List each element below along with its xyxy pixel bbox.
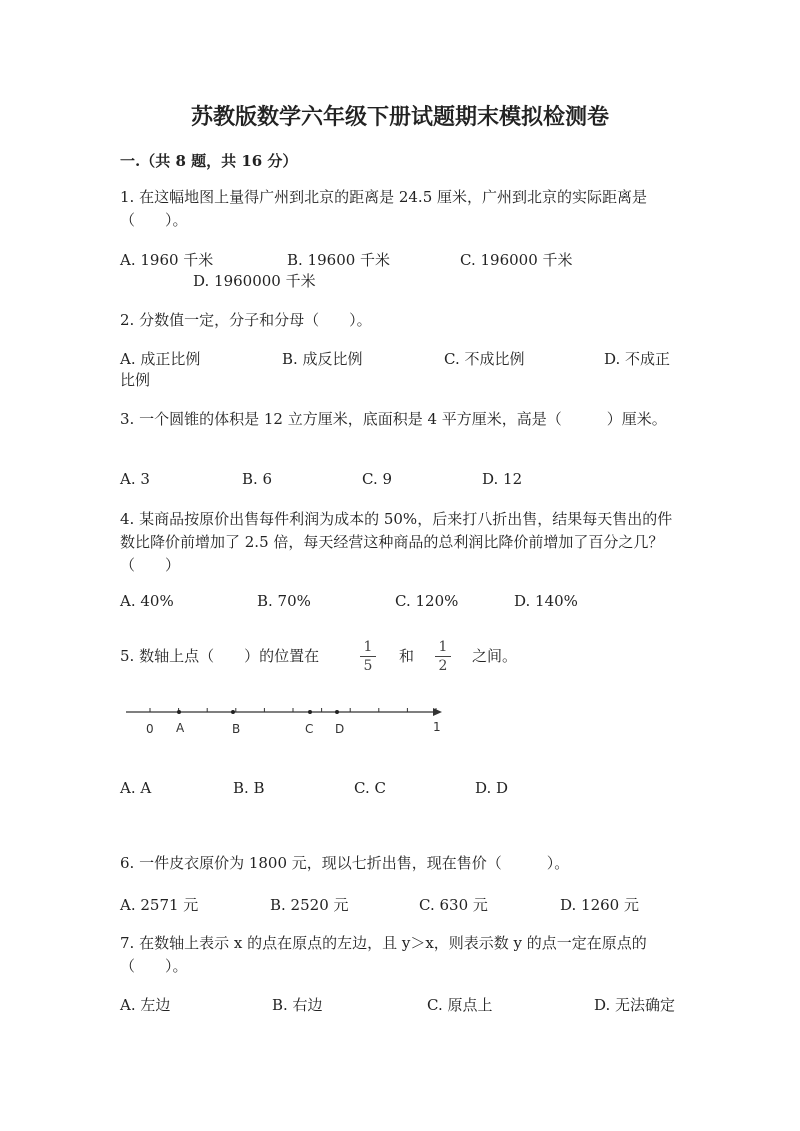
point-c-dot xyxy=(308,710,312,714)
page-title: 苏教版数学六年级下册试题期末模拟检测卷 xyxy=(190,104,609,130)
question-5-text-part2: 和 xyxy=(399,647,415,665)
q2-option-c[interactable]: C. 不成比例 xyxy=(444,350,525,368)
q3-option-d[interactable]: D. 12 xyxy=(482,470,523,488)
question-3-text: 3. 一个圆锥的体积是 12 立方厘米，底面积是 4 平方厘米，高是（ ）厘米。 xyxy=(120,410,667,428)
point-a-dot xyxy=(177,710,181,714)
point-b-label: B xyxy=(232,722,241,736)
question-1-text: 1. 在这幅地图上量得广州到北京的距离是 24.5 厘米，广州到北京的实际距离是（ ）。 xyxy=(120,188,648,229)
fraction-one-half-denominator: 2 xyxy=(438,658,448,674)
q3-option-c[interactable]: C. 9 xyxy=(362,470,393,488)
q2-option-b[interactable]: B. 成反比例 xyxy=(282,350,363,368)
section-header: 一.（共 8 题，共 16 分） xyxy=(120,152,298,170)
q1-option-c[interactable]: C. 196000 千米 xyxy=(460,251,573,269)
q6-option-d[interactable]: D. 1260 元 xyxy=(560,896,639,914)
q1-option-d[interactable]: D. 1960000 千米 xyxy=(193,272,316,290)
q1-option-b[interactable]: B. 19600 千米 xyxy=(287,251,391,269)
q7-option-a[interactable]: A. 左边 xyxy=(120,996,171,1014)
q7-option-d[interactable]: D. 无法确定 xyxy=(594,996,676,1014)
point-0-label: 0 xyxy=(146,722,154,736)
question-5-text-part1: 5. 数轴上点（ ）的位置在 xyxy=(120,647,320,665)
question-6-text: 6. 一件皮衣原价为 1800 元，现以七折出售，现在售价（ ）。 xyxy=(120,854,570,872)
point-c-label: C xyxy=(305,722,314,736)
question-2-text: 2. 分数值一定，分子和分母（ ）。 xyxy=(120,311,372,329)
fraction-one-fifth xyxy=(360,640,376,673)
q7-option-b[interactable]: B. 右边 xyxy=(272,996,323,1014)
fraction-one-fifth-numerator: 1 xyxy=(360,640,376,657)
question-5-text-part3: 之间。 xyxy=(472,647,518,665)
fraction-one-fifth-denominator: 5 xyxy=(363,658,373,674)
q4-option-a[interactable]: A. 40% xyxy=(120,592,174,610)
number-line-arrow xyxy=(433,708,442,716)
q2-option-d-wrap: 比例 xyxy=(120,371,151,389)
q4-option-d[interactable]: D. 140% xyxy=(514,592,578,610)
question-7-text: 7. 在数轴上表示 x 的点在原点的左边，且 y＞x，则表示数 y 的点一定在原点的（ ）。 xyxy=(120,934,647,975)
q7-option-c[interactable]: C. 原点上 xyxy=(427,996,493,1014)
q6-option-a[interactable]: A. 2571 元 xyxy=(120,896,199,914)
q4-option-b[interactable]: B. 70% xyxy=(257,592,311,610)
point-a-label: A xyxy=(176,721,185,735)
number-line xyxy=(120,700,460,745)
q5-option-a[interactable]: A. A xyxy=(120,779,152,797)
q6-option-c[interactable]: C. 630 元 xyxy=(419,896,488,914)
point-d-label: D xyxy=(335,722,345,736)
question-4-text: 4. 某商品按原价出售每件利润为成本的 50%，后来打八折出售，结果每天售出的件数比降价前增加了 2.5 倍，每天经营这种商品的总利润比降价前增加了百分之几？（ ） xyxy=(120,510,673,574)
point-1-label: 1 xyxy=(433,720,441,734)
q5-option-c[interactable]: C. C xyxy=(354,779,386,797)
point-d-dot xyxy=(335,710,339,714)
q1-option-a[interactable]: A. 1960 千米 xyxy=(120,251,214,269)
q2-option-a[interactable]: A. 成正比例 xyxy=(120,350,201,368)
fraction-one-half-numerator: 1 xyxy=(435,640,451,657)
q3-option-b[interactable]: B. 6 xyxy=(242,470,273,488)
point-b-dot xyxy=(231,710,235,714)
q5-option-b[interactable]: B. B xyxy=(233,779,265,797)
q3-option-a[interactable]: A. 3 xyxy=(120,470,150,488)
q2-option-d[interactable]: D. 不成正 xyxy=(604,350,671,368)
q4-option-c[interactable]: C. 120% xyxy=(395,592,459,610)
q5-option-d[interactable]: D. D xyxy=(475,779,509,797)
fraction-one-half xyxy=(435,640,451,673)
q6-option-b[interactable]: B. 2520 元 xyxy=(270,896,349,914)
